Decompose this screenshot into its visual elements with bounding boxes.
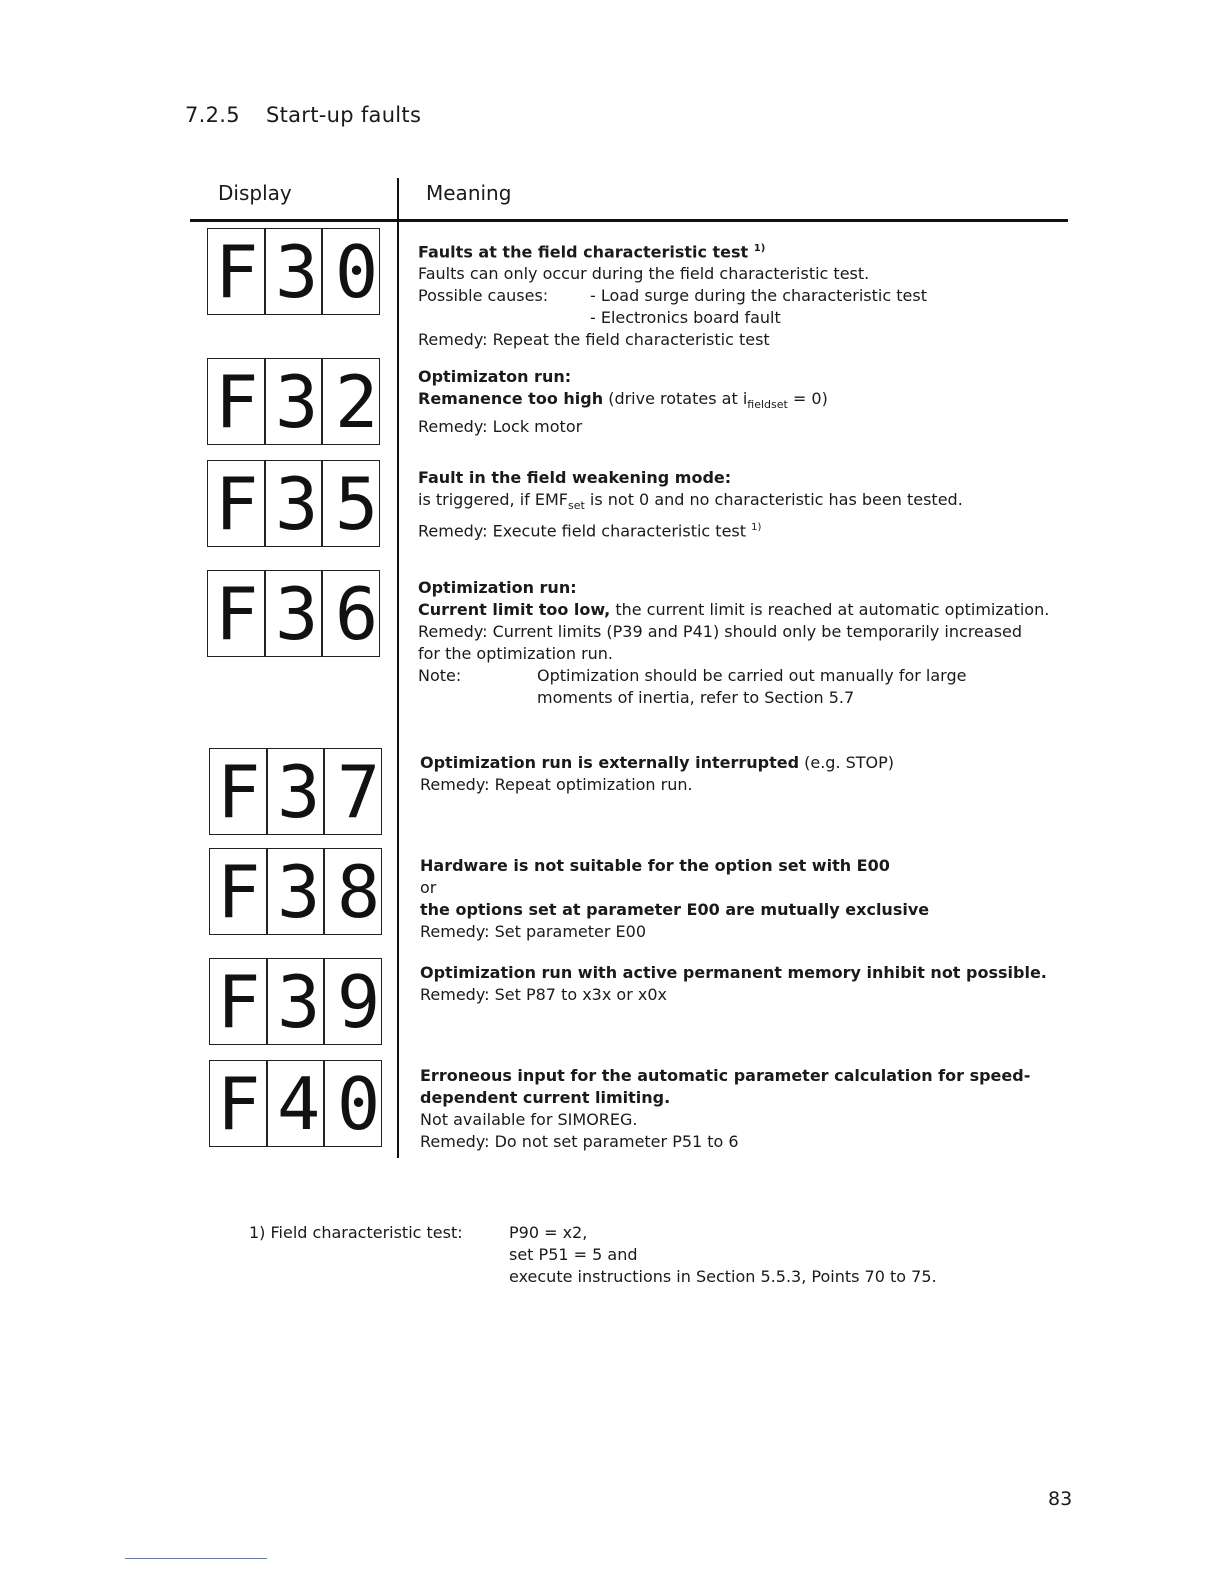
section-title: Start-up faults [265,103,422,127]
meaning-text: Remedy: Current limits (P39 and P41) should only be temporarily increased [418,622,1023,641]
meaning-line [420,877,1080,899]
meaning-text: Faults at the field characteristic test [418,242,754,262]
meaning-text: for the optimization run. [418,644,614,663]
meaning-text: (drive rotates at i [603,389,748,408]
meaning-line [420,899,1080,921]
fault-meaning-f30 [418,238,1078,351]
meaning-label [418,687,537,709]
meaning-line [418,665,1078,687]
seven-segment-display-f40 [209,1060,397,1148]
fault-meaning-f32 [418,366,1078,438]
column-header-meaning: Meaning [426,181,512,205]
fault-code: F37 [217,750,397,834]
meaning-text: Optimization run is externally interrupted [420,753,800,772]
seven-segment-display-f37 [209,748,397,836]
meaning-text: set [568,499,585,513]
meaning-text: dependent current limiting. [420,1088,671,1107]
meaning-text: the current limit is reached at automatic optimization. [610,600,1050,619]
seven-segment-display-f32 [207,358,395,446]
fault-code: F35 [215,462,395,546]
fault-meaning-f35 [418,467,1078,543]
meaning-text: Remedy: Lock motor [418,417,583,437]
fault-meaning-f36 [418,577,1078,709]
column-header-display: Display [218,181,292,205]
fault-meaning-f38 [420,855,1080,943]
meaning-line [420,1109,1080,1131]
meaning-text: - Load surge during the characteristic test [590,286,927,306]
meaning-text: is not 0 and no characteristic has been tested. [584,490,963,509]
fault-code: F36 [215,572,395,656]
meaning-text: or [420,878,437,897]
footnote-line: execute instructions in Section 5.5.3, Points 70 to 75. [509,1267,937,1286]
meaning-text: Fault in the field weakening mode: [418,468,732,487]
meaning-text: - Electronics board fault [590,308,781,328]
meaning-line [420,1087,1080,1109]
meaning-line [420,984,1080,1006]
meaning-text: Remedy: Repeat the field characteristic test [418,330,770,350]
meaning-text: 1) [753,243,766,254]
seven-segment-display-f38 [209,848,397,936]
meaning-text: Remedy: Set parameter E00 [420,922,646,941]
meaning-line [420,752,1080,774]
meaning-text: Remedy: Execute field characteristic test [418,521,752,541]
fault-meaning-f40 [420,1065,1080,1153]
fault-meaning-f39 [420,962,1080,1006]
meaning-text: the options set at parameter E00 are mutually exclusive [420,900,930,919]
seven-segment-display-f35 [207,460,395,548]
header-rule [190,219,1068,222]
section-heading [185,103,421,127]
meaning-line [418,467,1078,489]
meaning-text: is triggered, if EMF [418,490,568,509]
fault-code: F30 [215,230,395,314]
meaning-text: 1) [751,522,762,534]
meaning-line [420,962,1080,984]
section-number: 7.2.5 [185,103,240,127]
meaning-line [420,855,1080,877]
footnote-text [509,1222,937,1288]
meaning-line [418,489,1078,517]
fault-code: F32 [215,360,395,444]
meaning-text: field [747,398,772,412]
meaning-text: Optimization run: [418,578,577,597]
meaning-text: = 0) [787,389,828,408]
meaning-line [418,366,1078,388]
fault-code: F39 [217,960,397,1044]
meaning-text: set [771,398,788,412]
meaning-label: Possible causes: [418,286,549,306]
meaning-line [418,643,1078,665]
page-number: 83 [1048,1488,1073,1510]
meaning-text: moments of inertia, refer to Section 5.7 [537,688,855,707]
meaning-line [418,388,1078,416]
footnote-line: P90 = x2, [509,1223,588,1242]
fault-code: F38 [217,850,397,934]
meaning-line [420,1131,1080,1153]
meaning-line [418,687,1078,709]
meaning-text: Optimizaton run: [418,367,572,386]
footnote-line: set P51 = 5 and [509,1245,638,1264]
meaning-text: Erroneous input for the automatic parameter calculation for speed- [420,1066,1031,1085]
meaning-line [418,599,1078,621]
meaning-line [418,577,1078,599]
fault-code: F40 [217,1062,397,1146]
meaning-line [420,1065,1080,1087]
meaning-line [418,621,1078,643]
meaning-line [418,238,1078,263]
meaning-text: (e.g. STOP) [799,753,895,772]
meaning-text: Faults can only occur during the field characteristic test. [418,264,870,284]
meaning-text: Not available for SIMOREG. [420,1110,638,1129]
meaning-text: Remedy: Repeat optimization run. [420,775,693,794]
column-divider [397,178,399,1158]
seven-segment-display-f36 [207,570,395,658]
meaning-line [418,517,1078,542]
meaning-line [420,921,1080,943]
meaning-text: Hardware is not suitable for the option set with E00 [420,856,890,875]
meaning-line [418,307,1078,329]
footer-line [125,1558,267,1559]
meaning-text: Remedy: Set P87 to x3x or x0x [420,985,667,1004]
seven-segment-display-f30 [207,228,395,316]
meaning-line [420,774,1080,796]
meaning-label [418,307,590,329]
meaning-text: Optimization should be carried out manually for large [537,666,967,685]
meaning-line [418,416,1078,438]
meaning-line [418,329,1078,351]
fault-meaning-f37 [420,752,1080,796]
meaning-line [418,263,1078,285]
meaning-text: Optimization run with active permanent memory inhibit not possible. [420,963,1047,982]
footnote-label: 1) Field characteristic test: [249,1223,463,1242]
meaning-text: Remedy: Do not set parameter P51 to 6 [420,1132,739,1151]
meaning-text: Remanence too high [418,389,604,408]
seven-segment-display-f39 [209,958,397,1046]
meaning-line [418,285,1078,307]
meaning-label: Note: [418,666,462,685]
meaning-text: Current limit too low, [418,600,611,619]
